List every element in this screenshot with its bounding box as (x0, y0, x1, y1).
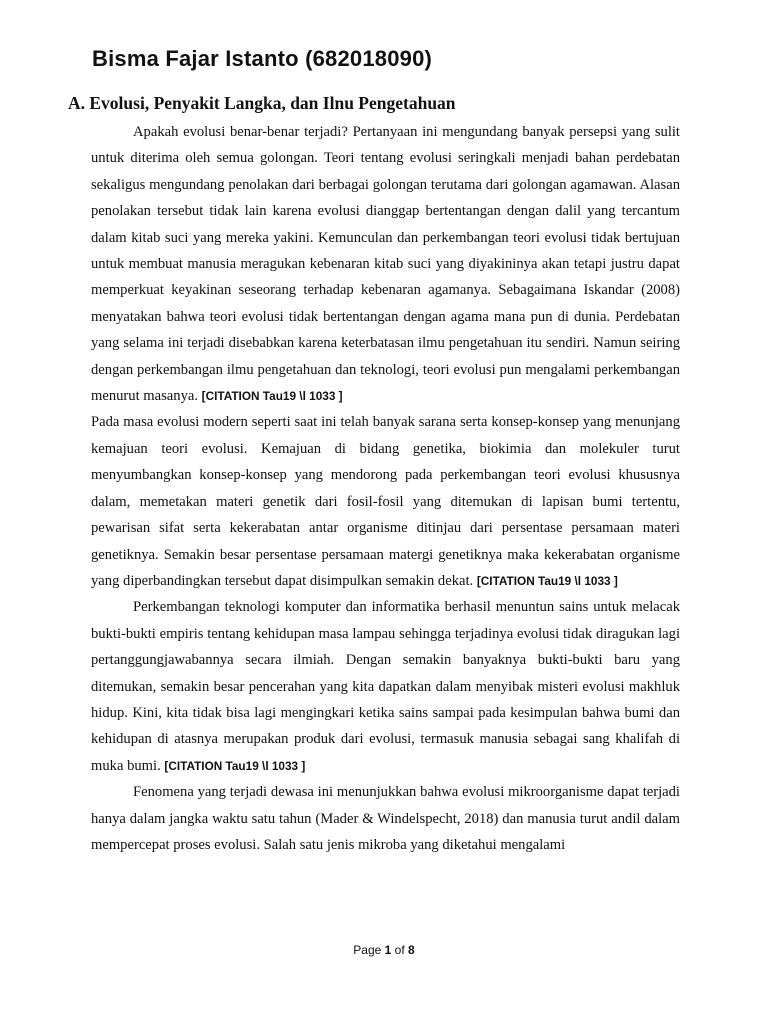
author-title: Bisma Fajar Istanto (682018090) (92, 46, 433, 71)
of-label: of (394, 943, 405, 957)
paragraph-1 (91, 119, 680, 409)
paragraph-2 (91, 409, 680, 594)
paragraph-text: Perkembangan teknologi komputer dan informatika berhasil menuntun sains untuk melacak bukti-bukti empiris tentang kehidupan masa lampau sehingga terjadinya evolusi tidak diragukan lagi pertanggungjawabannya secara ilmiah. Dengan semakin banyaknya bukti-bukti baru yang ditemukan, semakin besar pencerahan yang kita dapatkan dalam menyibak misteri evolusi makhluk hidup. Kini, kita tidak bisa lagi mengingkari ketika sains sampai pada kesimpulan bahwa bumi dan kehidupan di atasnya merupakan produk dari evolusi, termasuk manusia sebagai sang khalifah di muka bumi. (91, 599, 680, 774)
body-text (91, 119, 680, 858)
paragraph-text: Apakah evolusi benar-benar terjadi? Pertanyaan ini mengundang banyak persepsi yang sulit untuk diterima oleh semua golongan. Teori tentang evolusi seringkali menjadi bahan perdebatan sekaligus mengundang penolakan dari berbagai golongan terutama dari golongan agamawan. Alasan penolakan tersebut tidak lain karena evolusi dianggap bertentangan dengan dalil yang tercantum dalam kitab suci yang mereka yakini. Kemunculan dan perkembangan teori evolusi tidak bertujuan untuk membuat manusia meragukan kebenaran kitab suci yang diyakininya akan tetapi justru dapat memperkuat keyakinan seseorang terhadap kebenaran agamanya. Sebagaimana Iskandar (2008) menyatakan bahwa teori evolusi tidak bertentangan dengan agama mana pun di dunia. Perdebatan yang selama ini terjadi disebabkan karena keterbatasan ilmu pengetahuan itu sendiri. Namun seiring dengan perkembangan ilmu pengetahuan dan teknologi, teori evolusi pun mengalami perkembangan menurut masanya. (91, 124, 680, 405)
page-label: Page (353, 943, 382, 957)
citation-field: [CITATION Tau19 \l 1033 ] (201, 389, 343, 404)
page-footer (0, 943, 768, 957)
paragraph-3 (91, 594, 680, 779)
paragraph-4 (91, 779, 680, 858)
citation-field: [CITATION Tau19 \l 1033 ] (164, 758, 306, 773)
paragraph-text: Fenomena yang terjadi dewasa ini menunjukkan bahwa evolusi mikroorganisme dapat terjadi hanya dalam jangka waktu satu tahun (Mader & Windelspecht, 2018) dan manusia turut andil dalam mempercepat proses evolusi. Salah satu jenis mikroba yang diketahui mengalami (91, 784, 680, 853)
page-total: 8 (408, 943, 415, 957)
paragraph-text: Pada masa evolusi modern seperti saat ini telah banyak sarana serta konsep-konsep yang menunjang kemajuan teori evolusi. Kemajuan di bidang genetika, biokimia dan molekuler turut menyumbangkan konsep-konsep yang mendorong pada perkembangan teori evolusi khususnya dalam, memetakan materi genetik dari fosil-fosil yang ditemukan di lapisan bumi tertentu, pewarisan sifat serta kekerabatan antar organisme ditinjau dari persentase persamaan materi genetiknya. Semakin besar persentase persamaan matergi genetiknya maka kekerabatan organisme yang diperbandingkan tersebut dapat disimpulkan semakin dekat. (91, 414, 680, 589)
section-heading: A. Evolusi, Penyakit Langka, dan Ilnu Pengetahuan (68, 93, 456, 113)
page-number: 1 (384, 943, 392, 957)
citation-field: [CITATION Tau19 \l 1033 ] (476, 573, 618, 588)
